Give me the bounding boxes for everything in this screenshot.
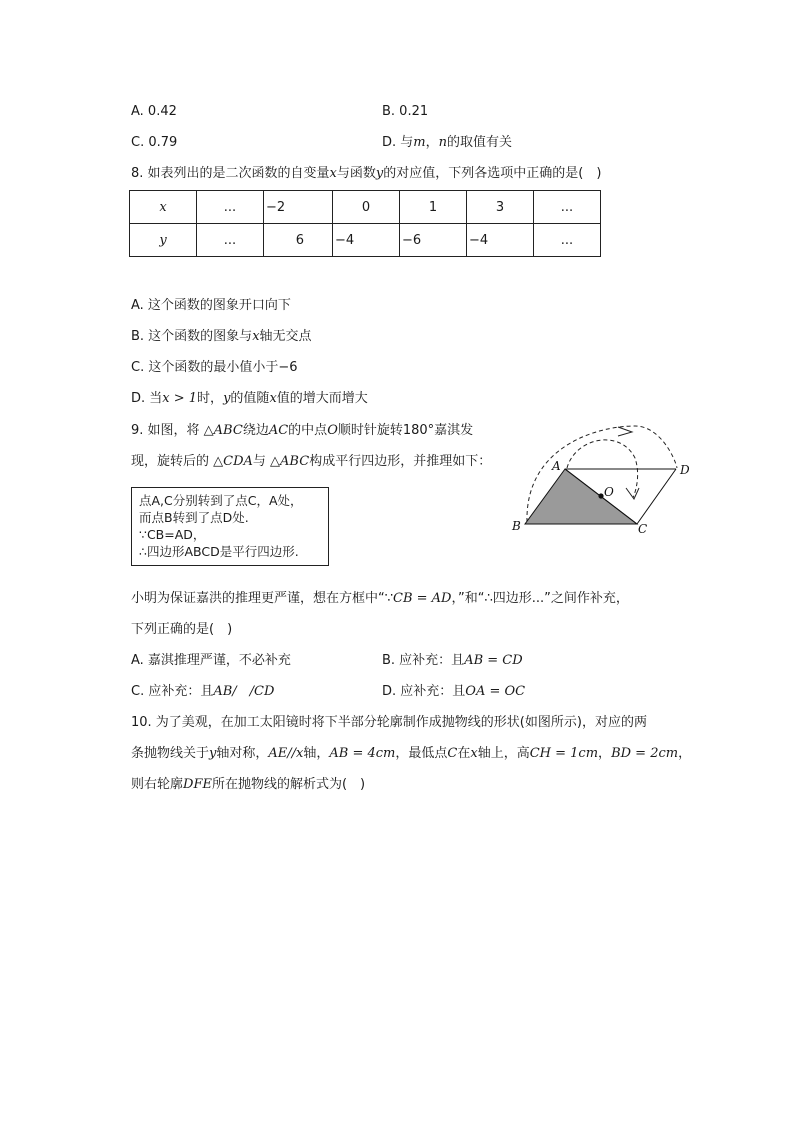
q8-option-a: A. 这个函数的图象开口向下	[131, 298, 291, 313]
midpoint-o	[598, 493, 603, 498]
reasoning-line: 而点B转到了点D处.	[139, 510, 249, 525]
q9-stem-line4: 下列正确的是( )	[131, 622, 233, 637]
arrow-head-icon	[618, 427, 632, 436]
table-cell: 1	[400, 191, 467, 224]
q10-stem-line1: 10. 为了美观，在加工太阳镜时将下半部分轮廓制作成抛物线的形状(如图所示)，对应的两	[131, 715, 647, 730]
table-row-y	[130, 224, 601, 257]
table-cell: ...	[197, 224, 264, 257]
q8-option-b: B. 这个函数的图象与x轴无交点	[131, 329, 312, 344]
q8-option-c: C. 这个函数的最小值小于−6	[131, 360, 298, 375]
table-row-x	[130, 191, 601, 224]
table-cell: 0	[333, 191, 400, 224]
q8-option-d: D. 当x > 1时，y的值随x值的增大而增大	[131, 391, 368, 406]
value-table	[129, 190, 601, 257]
parallelogram-figure	[505, 418, 705, 543]
triangle-abc	[525, 469, 637, 524]
q7-option-b: B. 0.21	[382, 104, 429, 119]
table-cell: ...	[534, 191, 601, 224]
reasoning-line: 点A,C分别转到了点C，A处，	[139, 493, 303, 508]
table-cell: 6	[264, 224, 333, 257]
label-c: C	[638, 522, 648, 536]
label-o: O	[604, 485, 614, 499]
table-header-y: y	[130, 224, 197, 257]
q9-option-d: D. 应补充：且OA = OC	[382, 684, 526, 699]
arrow-head-icon	[626, 488, 639, 499]
table-cell: −2	[264, 191, 333, 224]
q7-option-d: D. 与m，n的取值有关	[382, 135, 513, 150]
q7-option-c: C. 0.79	[131, 135, 178, 150]
table-cell: 3	[467, 191, 534, 224]
table-cell: ...	[197, 191, 264, 224]
label-b: B	[512, 519, 521, 533]
table-cell: ...	[534, 224, 601, 257]
reasoning-box	[131, 487, 329, 566]
table-header-x: x	[130, 191, 197, 224]
table-cell: −4	[467, 224, 534, 257]
q9-option-b: B. 应补充：且AB = CD	[382, 653, 523, 668]
label-d: D	[680, 463, 690, 477]
q9-stem-line1: 9. 如图，将 △ABC绕边AC的中点O顺时针旋转180°嘉淇发	[131, 423, 474, 438]
q10-stem-line3: 则右轮廓DFE所在抛物线的解析式为( )	[131, 777, 366, 792]
q9-stem-line2: 现，旋转后的 △CDA与 △ABC构成平行四边形，并推理如下：	[131, 454, 492, 469]
table-cell: −4	[333, 224, 400, 257]
table-cell: −6	[400, 224, 467, 257]
q7-option-a: A. 0.42	[131, 104, 177, 119]
segment-dc	[637, 469, 676, 524]
q8-stem: 8. 如表列出的是二次函数的自变量x与函数y的对应值，下列各选项中正确的是( )	[131, 166, 602, 181]
q9-stem-line3: 小明为保证嘉洪的推理更严谨，想在方框中“∵CB = AD，”和“∴四边形...”之间作补充，	[131, 591, 629, 606]
reasoning-line: ∴四边形ABCD是平行四边形.	[139, 544, 299, 559]
label-a: A	[552, 459, 561, 473]
reasoning-line: ∵CB=AD，	[139, 527, 206, 542]
q9-option-a: A. 嘉淇推理严谨，不必补充	[131, 653, 291, 668]
q9-option-c: C. 应补充：且AB/ /CD	[131, 684, 275, 699]
q10-stem-line2: 条抛物线关于y轴对称，AE//x轴，AB = 4cm，最低点C在x轴上，高CH = 1cm，BD = 2cm，	[131, 746, 692, 761]
